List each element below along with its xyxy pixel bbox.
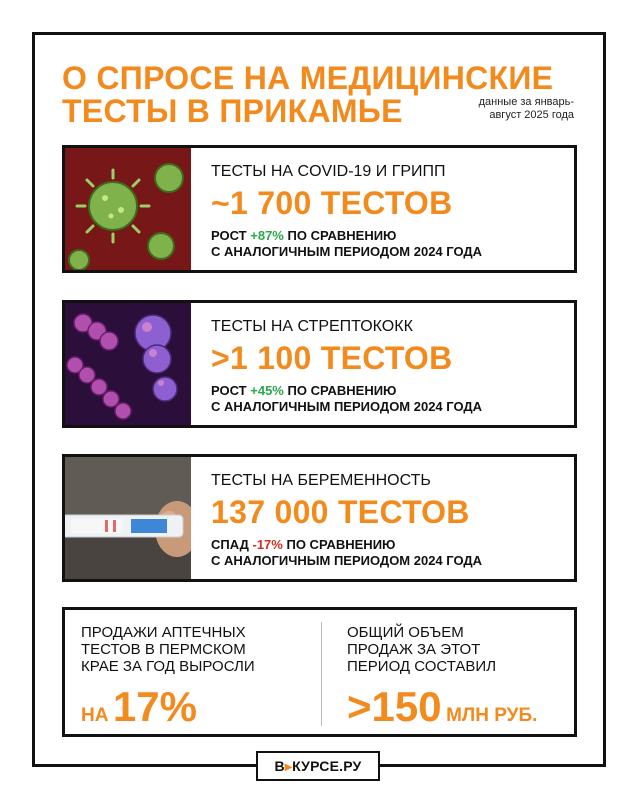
- test-type-label: ТЕСТЫ НА COVID-19 И ГРИПП: [211, 163, 446, 180]
- logo-part-right: КУРСЕ.РУ: [292, 758, 362, 774]
- stat-card-pregnancy: [62, 454, 577, 582]
- growth-desc-line: ТЕСТОВ В ПЕРМСКОМ: [81, 641, 246, 658]
- stat-card-text: [211, 471, 561, 569]
- volume-summary: [347, 624, 577, 729]
- virus-image: [65, 148, 191, 270]
- stat-card-covid: [62, 145, 577, 273]
- trend-word: РОСТ: [211, 383, 247, 398]
- test-type-label: ТЕСТЫ НА СТРЕПТОКОКК: [211, 318, 413, 335]
- stat-card-text: [211, 317, 561, 415]
- volume-desc-line: ОБЩИЙ ОБЪЕМ: [347, 624, 464, 641]
- trend-percent: -17%: [252, 537, 283, 552]
- logo-arrow-icon: ▸: [284, 758, 293, 774]
- trend-percent: +87%: [250, 228, 284, 243]
- trend-line-2: С АНАЛОГИЧНЫМ ПЕРИОДОМ 2024 ГОДА: [211, 399, 483, 414]
- growth-desc-line: КРАЕ ЗА ГОД ВЫРОСЛИ: [81, 658, 255, 675]
- trend-percent: +45%: [250, 383, 284, 398]
- title-line-1: О СПРОСЕ НА МЕДИЦИНСКИЕ: [62, 60, 554, 96]
- stat-card-strep: [62, 300, 577, 428]
- growth-summary: [81, 624, 311, 729]
- trend-rest: ПО СРАВНЕНИЮ: [287, 228, 397, 243]
- volume-desc-line: ПЕРИОД СОСТАВИЛ: [347, 658, 497, 675]
- pregnancy-test-image: [65, 457, 191, 579]
- test-count: 137 000 ТЕСТОВ: [211, 494, 470, 530]
- trend-word: РОСТ: [211, 228, 247, 243]
- test-count: ~1 700 ТЕСТОВ: [211, 185, 453, 221]
- trend-line-2: С АНАЛОГИЧНЫМ ПЕРИОДОМ 2024 ГОДА: [211, 553, 483, 568]
- trend-text: [211, 537, 561, 569]
- trend-line-2: С АНАЛОГИЧНЫМ ПЕРИОДОМ 2024 ГОДА: [211, 244, 483, 259]
- column-divider: [321, 622, 322, 726]
- trend-rest: ПО СРАВНЕНИЮ: [286, 537, 396, 552]
- title-line-2: ТЕСТЫ В ПРИКАМЬЕ: [62, 93, 403, 129]
- test-type-label: ТЕСТЫ НА БЕРЕМЕННОСТЬ: [211, 472, 431, 489]
- volume-unit: МЛН РУБ.: [446, 705, 538, 726]
- brand-logo: [256, 751, 380, 781]
- growth-value: [81, 685, 311, 729]
- growth-description: [81, 624, 311, 675]
- period-note-line-1: данные за январь-: [478, 96, 574, 108]
- volume-desc-line: ПРОДАЖ ЗА ЭТОТ: [347, 641, 481, 658]
- test-count: >1 100 ТЕСТОВ: [211, 340, 453, 376]
- bacteria-image: [65, 303, 191, 425]
- stat-card-text: [211, 162, 561, 260]
- trend-word: СПАД: [211, 537, 249, 552]
- logo-part-left: В: [274, 758, 285, 774]
- volume-description: [347, 624, 577, 675]
- growth-prefix: НА: [81, 705, 109, 726]
- growth-percent: 17%: [112, 683, 197, 730]
- volume-amount: >150: [347, 683, 442, 730]
- trend-text: [211, 383, 561, 415]
- trend-rest: ПО СРАВНЕНИЮ: [287, 383, 397, 398]
- period-note-line-2: август 2025 года: [489, 109, 574, 121]
- sales-summary: [62, 607, 577, 737]
- period-note: [444, 96, 574, 122]
- volume-value: [347, 685, 577, 729]
- trend-text: [211, 228, 561, 260]
- growth-desc-line: ПРОДАЖИ АПТЕЧНЫХ: [81, 624, 246, 641]
